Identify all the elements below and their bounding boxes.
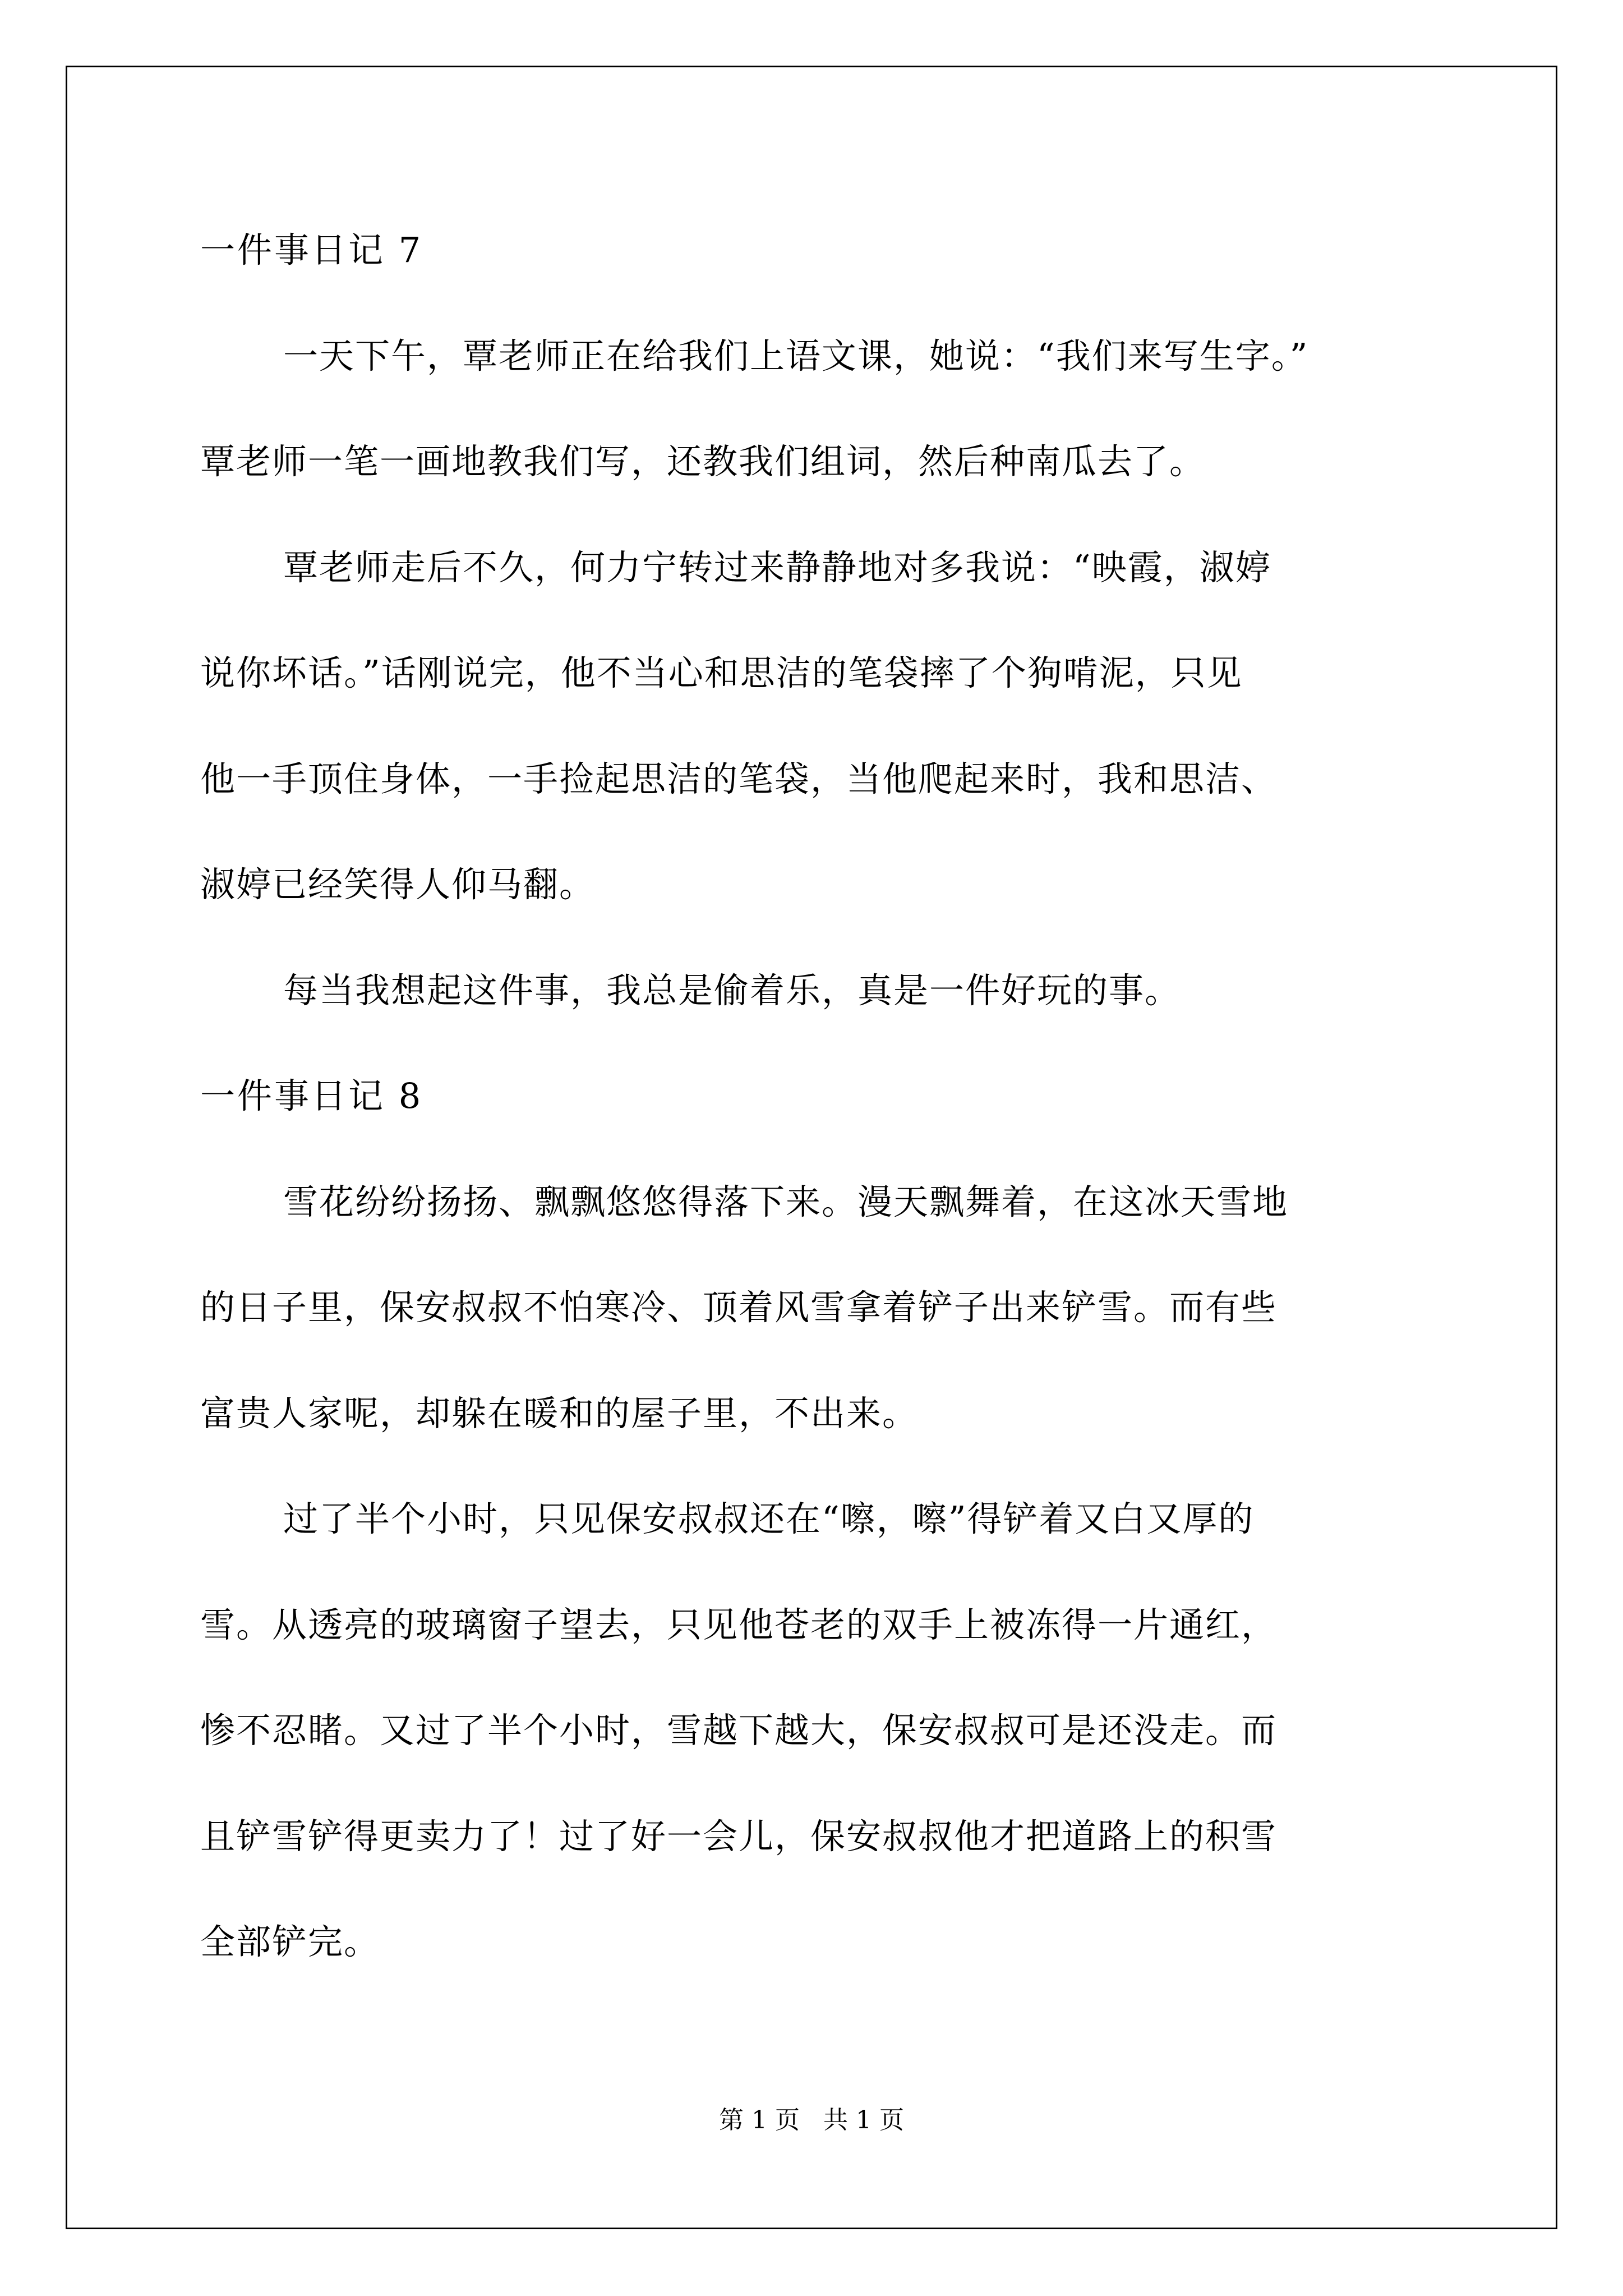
paragraph-line: 覃老师一笔一画地教我们写，还教我们组词，然后种南瓜去了。 bbox=[200, 441, 1206, 482]
paragraph-line: 说你坏话。”话刚说完，他不当心和思洁的笔袋摔了个狗啃泥，只见 bbox=[200, 652, 1243, 693]
paragraph-line: 的日子里，保安叔叔不怕寒冷、顶着风雪拿着铲子出来铲雪。而有些 bbox=[200, 1287, 1278, 1328]
paragraph-line: 且铲雪铲得更卖力了！过了好一会儿，保安叔叔他才把道路上的积雪 bbox=[200, 1816, 1278, 1857]
paragraph-line: 惨不忍睹。又过了半个小时，雪越下越大，保安叔叔可是还没走。而 bbox=[200, 1710, 1278, 1751]
paragraph-line: 他一手顶住身体，一手捡起思洁的笔袋，当他爬起来时，我和思洁、 bbox=[200, 758, 1278, 799]
paragraph-line: 雪。从透亮的玻璃窗子望去，只见他苍老的双手上被冻得一片通红， bbox=[200, 1604, 1278, 1645]
paragraph-line: 富贵人家呢，却躲在暖和的屋子里，不出来。 bbox=[200, 1393, 919, 1434]
paragraph-line: 每当我想起这件事，我总是偷着乐，真是一件好玩的事。 bbox=[283, 970, 1181, 1011]
paragraph-line: 一天下午，覃老师正在给我们上语文课，她说：“我们来写生字。” bbox=[283, 335, 1309, 376]
section-heading: 一件事日记 8 bbox=[200, 1075, 423, 1116]
paragraph-line: 雪花纷纷扬扬、飘飘悠悠得落下来。漫天飘舞着，在这冰天雪地 bbox=[283, 1181, 1289, 1222]
paragraph-line: 过了半个小时，只见保安叔叔还在“嚓，嚓”得铲着又白又厚的 bbox=[283, 1498, 1255, 1539]
page-border bbox=[66, 66, 1557, 2229]
paragraph-line: 淑婷已经笑得人仰马翻。 bbox=[200, 864, 596, 905]
page-footer: 第 1 页 共 1 页 bbox=[719, 2106, 904, 2134]
paragraph-line: 覃老师走后不久，何力宁转过来静静地对多我说：“映霞，淑婷 bbox=[283, 547, 1271, 588]
section-heading: 一件事日记 7 bbox=[200, 229, 423, 270]
paragraph-line: 全部铲完。 bbox=[200, 1921, 380, 1962]
